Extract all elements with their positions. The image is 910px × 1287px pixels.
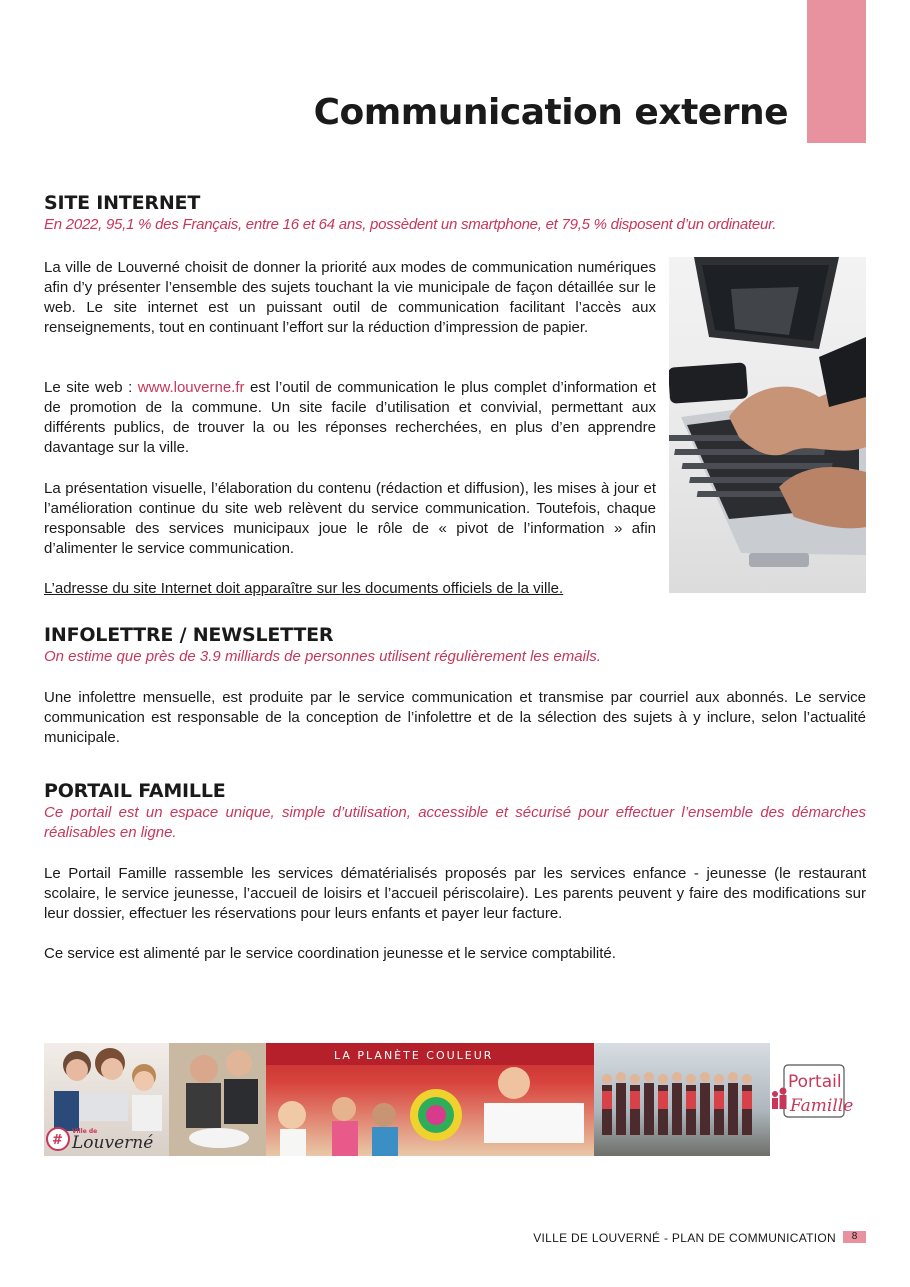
header-accent-tab <box>807 0 866 143</box>
site-internet-paragraph-4: L’adresse du site Internet doit apparaître sur les documents officiels de la ville. <box>44 580 564 597</box>
family-figures-icon <box>772 1088 787 1110</box>
laptop-photo <box>669 257 866 593</box>
website-link[interactable]: www.louverne.fr <box>137 379 245 396</box>
portail-famille-paragraph-1: Le Portail Famille rassemble les services dématérialisés proposés par les services enfance - jeunesse (le restaurant scolaire, le service jeunesse, l’accueil de loisirs et l’accueil périscolaire). Les parents peuvent y faire des modifications sur leur dossier, effectuer les réservations pour leurs enfants et payer leur facture. <box>44 865 866 922</box>
section-heading-portail-famille: PORTAIL FAMILLE <box>44 780 226 802</box>
infolettre-paragraph-1: Une infolettre mensuelle, est produite par le service communication et transmise par courriel aux abonnés. Le service communication est responsable de la conception de l’infolettre et de la sélection des sujets à y inclure, selon l’actualité municipale. <box>44 689 866 746</box>
paragraph-2-rest: est l’outil de communication le plus complet d’information et de promotion de la commune. Un site facile d’utilisation et convivial, permettant aux différents publics, de trouver la ou les réponses recherchées, en plus d’en apprendre davantage sur la ville. <box>44 379 656 456</box>
paragraph-2-intro: Le site web : <box>44 379 138 396</box>
infolettre-subtitle: On estime que près de 3.9 milliards de personnes utilisent régulièrement les emails. <box>44 648 601 665</box>
portail-famille-subtitle: Ce portail est un espace unique, simple d’utilisation, accessible et sécurisé pour effectuer l’ensemble des démarches réalisables en ligne. <box>44 804 866 841</box>
portail-famille-paragraph-2: Ce service est alimenté par le service coordination jeunesse et le service comptabilité. <box>44 945 616 962</box>
site-internet-paragraph-2 <box>44 378 656 458</box>
portail-logo-line2: Famille <box>790 1096 854 1116</box>
logo-louverne: Louverné <box>72 1133 154 1153</box>
site-internet-paragraph-3: La présentation visuelle, l’élaboration du contenu (rédaction et diffusion), les mises à jour et l’amélioration continue du site web relèvent du service communication. Toutefois, chaque responsable des services municipaux joue le rôle de « pivot de l’information » afin d’alimenter le service communication. <box>44 480 656 557</box>
photo-collage-banner <box>44 1043 770 1156</box>
page-title: Communication externe <box>313 92 788 133</box>
page-number: 8 <box>843 1231 866 1243</box>
footer-text: VILLE DE LOUVERNÉ - PLAN DE COMMUNICATION <box>533 1231 836 1245</box>
portail-logo-line1: Portail <box>788 1072 842 1092</box>
section-heading-infolettre: INFOLETTRE / NEWSLETTER <box>44 624 334 646</box>
laptop-illustration <box>669 257 866 593</box>
collage-illustration <box>44 1043 770 1156</box>
banner-sign-text: LA PLANÈTE COULEUR <box>334 1049 494 1062</box>
logo-hash: # <box>52 1133 63 1148</box>
site-internet-paragraph-1: La ville de Louverné choisit de donner la priorité aux modes de communication numériques afin d’y présenter l’ensemble des sujets touchant la vie municipale de façon détaillée sur le web. Le site internet est un puissant outil de communication facilitant l’accès aux renseignements, tout en continuant l’effort sur la réduction d’impression de papier. <box>44 259 656 336</box>
site-internet-subtitle: En 2022, 95,1 % des Français, entre 16 et 64 ans, possèdent un smartphone, et 79,5 % disposent d’un ordinateur. <box>44 216 777 233</box>
portail-famille-logo <box>770 1063 866 1121</box>
portail-famille-logo-graphic <box>770 1063 866 1121</box>
logo-ville-de: Ville de <box>72 1128 98 1135</box>
section-heading-site-internet: SITE INTERNET <box>44 192 201 214</box>
